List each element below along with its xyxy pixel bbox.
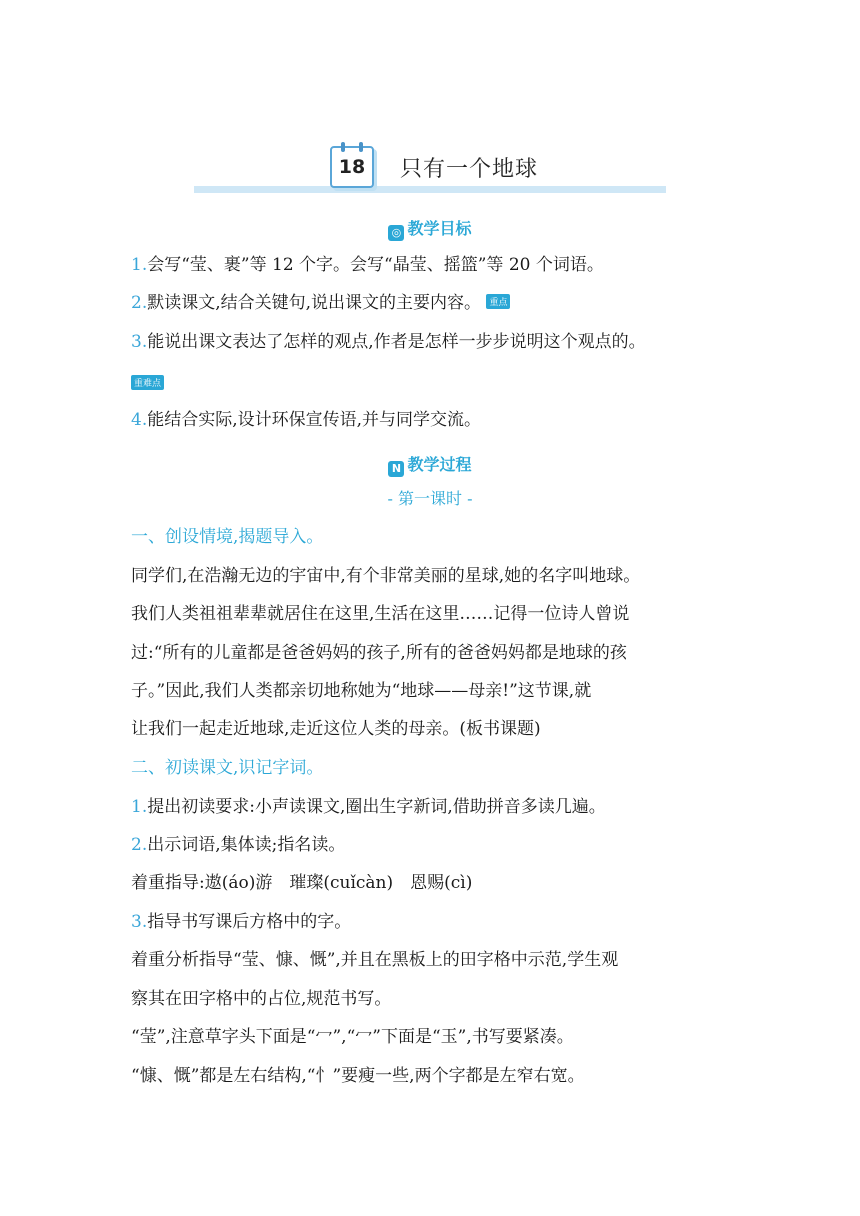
- paragraph-line: 察其在田字格中的占位,规范书写。: [131, 989, 392, 1009]
- target-icon: ◎: [388, 225, 404, 241]
- step-3: 3.指导书写课后方格中的字。: [131, 912, 352, 932]
- lesson-number: 18: [338, 156, 366, 178]
- paragraph-line: 我们人类祖祖辈辈就居住在这里,生活在这里……记得一位诗人曾说: [131, 604, 630, 624]
- key-point-badge: 重点: [486, 294, 510, 309]
- paragraph-line: 让我们一起走近地球,走近这位人类的母亲。(板书课题): [131, 719, 541, 739]
- paragraph-line: 子。”因此,我们人类都亲切地称她为“地球——母亲!”这节课,就: [131, 681, 592, 701]
- focus-reading-line: 着重指导:遨(áo)游 璀璨(cuǐcàn) 恩赐(cì): [131, 873, 473, 893]
- part2-title: 二、初读课文,识记字词。: [131, 758, 324, 778]
- key-difficulty-badge: 重难点: [131, 375, 164, 390]
- paragraph-line: 同学们,在浩瀚无边的宇宙中,有个非常美丽的星球,她的名字叫地球。: [131, 566, 641, 586]
- paragraph-line: “莹”,注意草字头下面是“冖”,“冖”下面是“玉”,书写要紧凑。: [131, 1027, 574, 1047]
- step-2: 2.出示词语,集体读;指名读。: [131, 835, 346, 855]
- period-label: - 第一课时 -: [387, 489, 473, 508]
- calendar-ring-icon: [341, 142, 345, 152]
- lesson-header: [194, 142, 666, 194]
- goal-item-1: 1.会写“莹、裹”等 12 个字。会写“晶莹、摇篮”等 20 个词语。: [131, 255, 604, 275]
- calendar-icon: [330, 146, 374, 188]
- step-1: 1.提出初读要求:小声读课文,圈出生字新词,借助拼音多读几遍。: [131, 797, 606, 817]
- goal-item-4: 4.能结合实际,设计环保宣传语,并与同学交流。: [131, 410, 482, 430]
- paragraph-line: 过:“所有的儿童都是爸爸妈妈的孩子,所有的爸爸妈妈都是地球的孩: [131, 643, 627, 663]
- part1-title: 一、创设情境,揭题导入。: [131, 527, 324, 547]
- process-heading: N 教学过程: [0, 452, 860, 477]
- paragraph-line: “慷、慨”都是左右结构,“忄”要瘦一些,两个字都是左窄右宽。: [131, 1066, 585, 1086]
- goals-heading: ◎ 教学目标: [0, 216, 860, 241]
- goal-item-2: 2.默读课文,结合关键句,说出课文的主要内容。 重点: [131, 288, 510, 313]
- paragraph-line: 着重分析指导“莹、慷、慨”,并且在黑板上的田字格中示范,学生观: [131, 950, 619, 970]
- lesson-title: 只有一个地球: [400, 157, 539, 182]
- calendar-ring-icon: [359, 142, 363, 152]
- goal-item-3: 3.能说出课文表达了怎样的观点,作者是怎样一步步说明这个观点的。: [131, 332, 646, 352]
- title-underline-bar: [194, 186, 666, 193]
- process-icon: N: [388, 461, 404, 477]
